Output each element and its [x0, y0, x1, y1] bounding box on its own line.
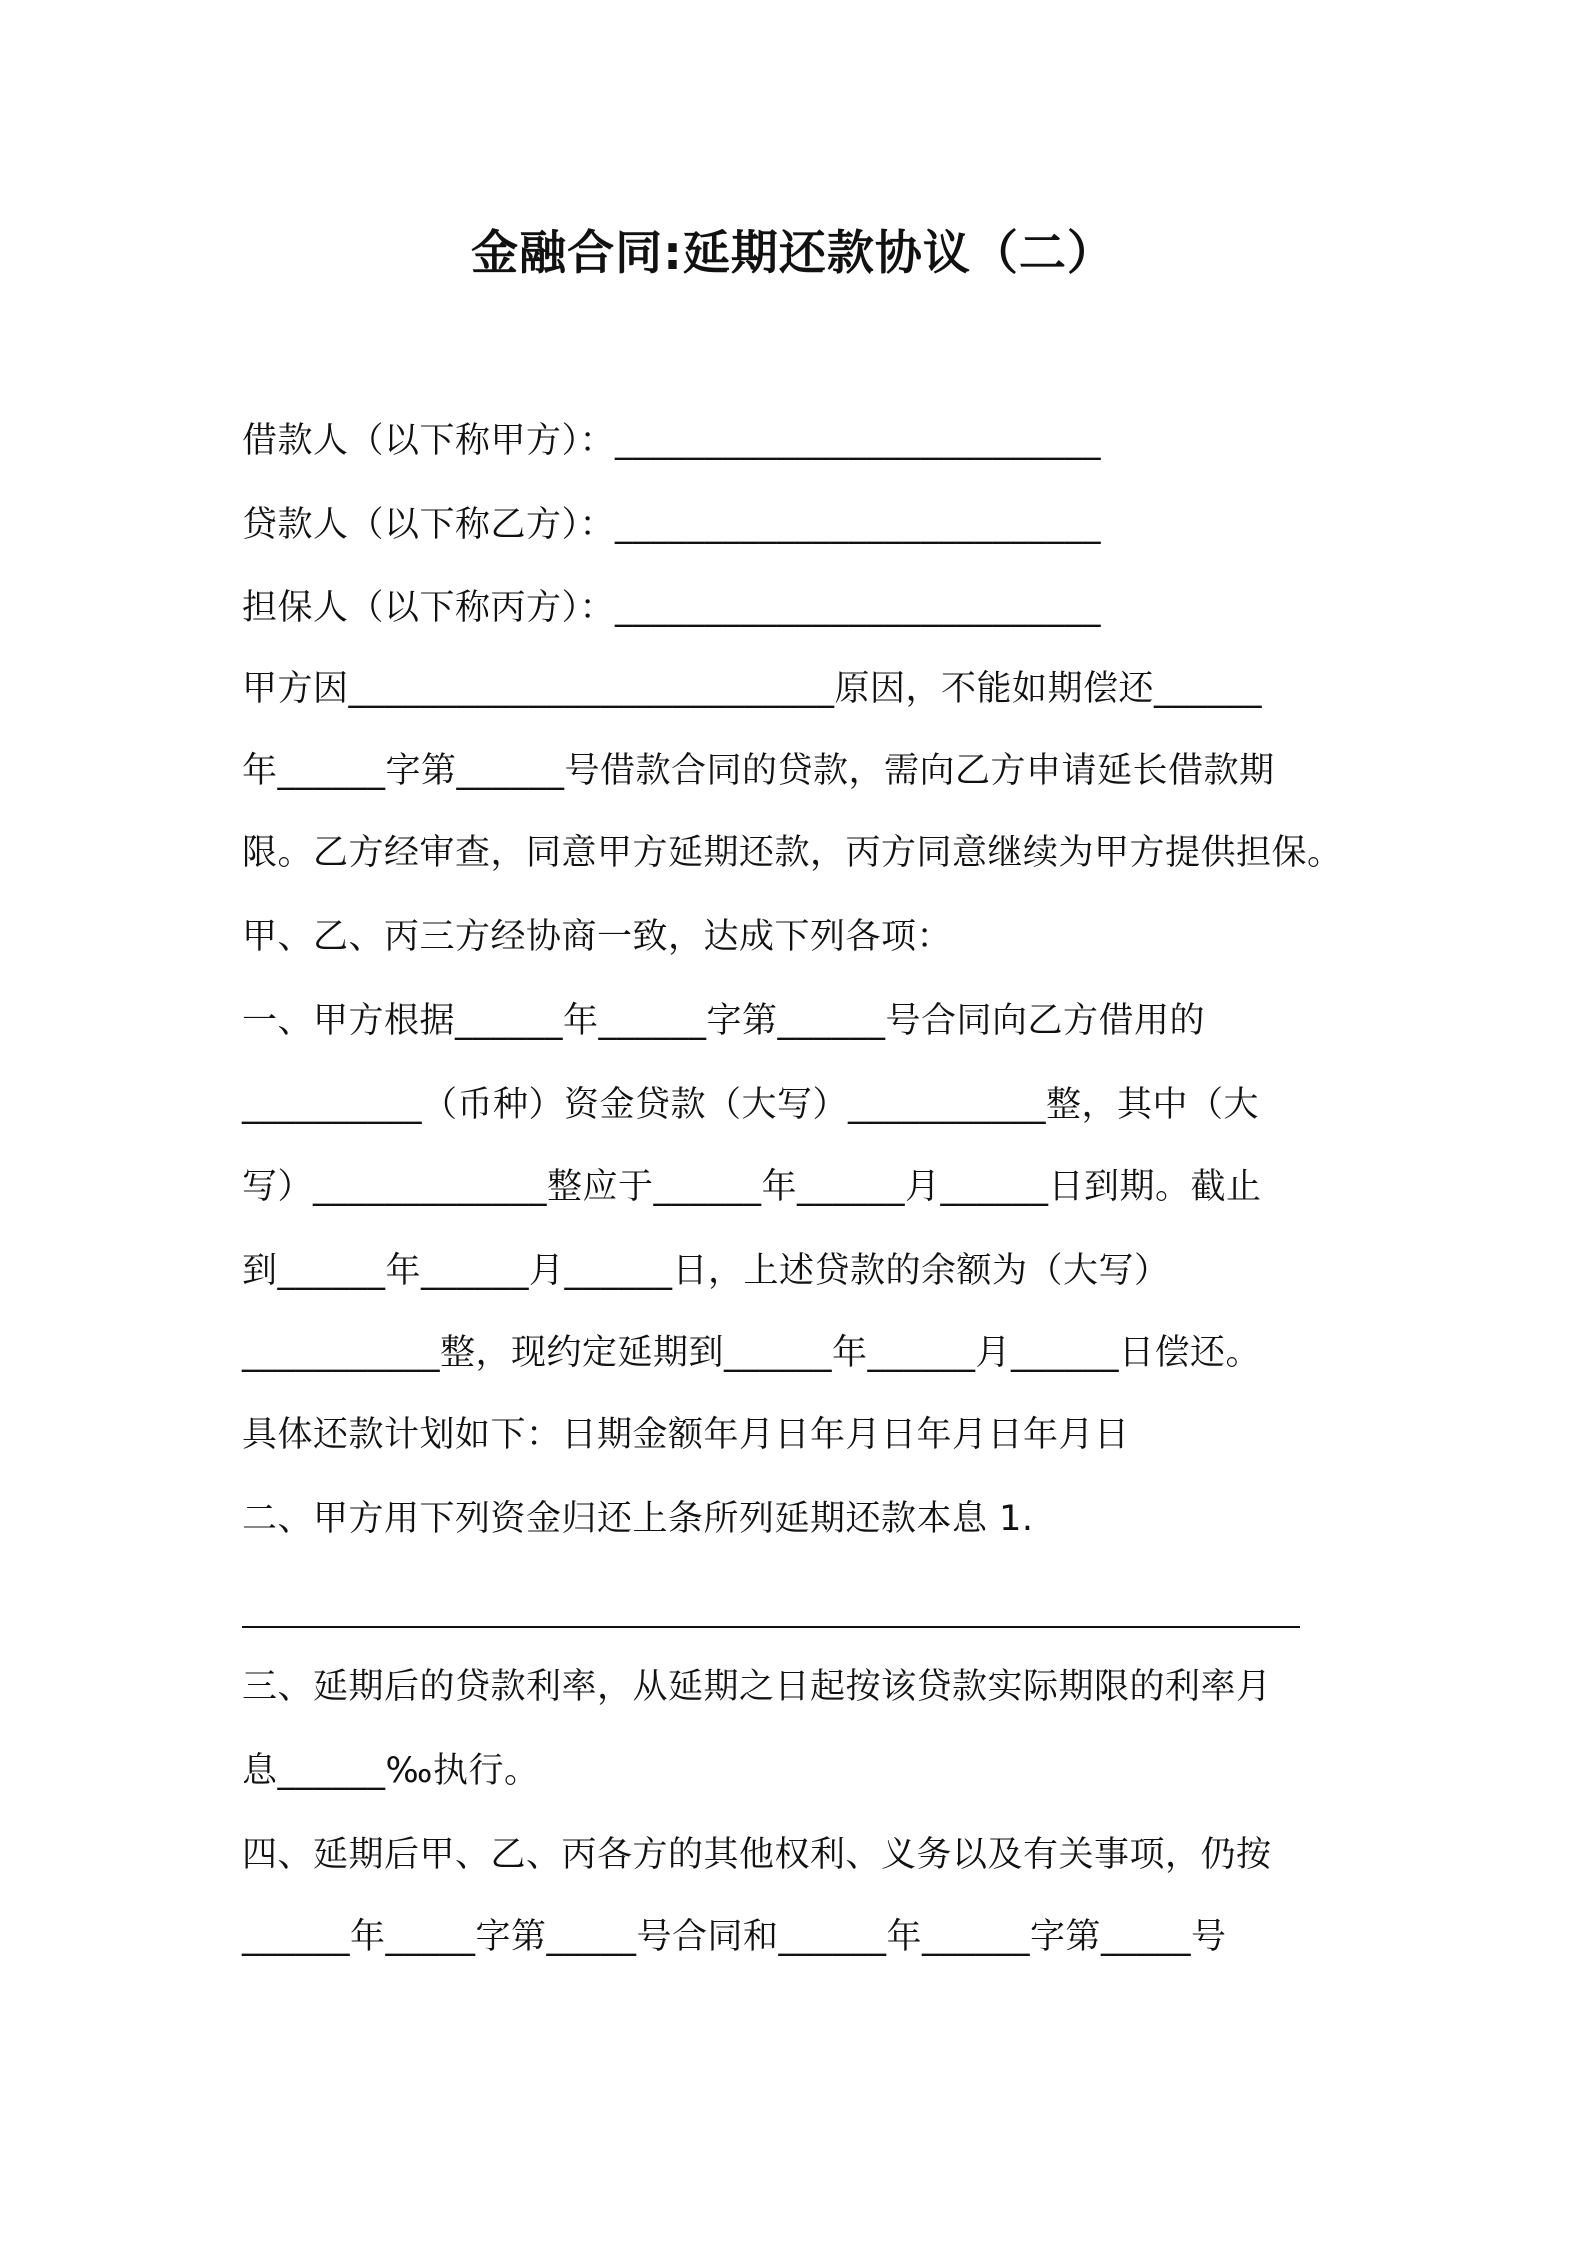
paragraph-line: 甲方因___________________________原因，不能如期偿还______ — [242, 669, 1263, 709]
clause-2-line: 二、甲方用下列资金归还上条所列延期还款本息 1. — [242, 1499, 1034, 1539]
clause-3-line: 三、延期后的贷款利率，从延期之日起按该贷款实际期限的利率月 — [242, 1667, 1272, 1707]
repayment-plan-line: 具体还款计划如下：日期金额年月日年月日年月日年月日 — [242, 1415, 1130, 1455]
document-title: 金融合同:延期还款协议（二） — [471, 226, 1115, 281]
lender-line: 贷款人（以下称乙方）：___________________________ — [242, 505, 1102, 545]
clause-1-line: 到______年______月______日，上述贷款的余额为（大写） — [242, 1251, 1170, 1291]
clause-1-line: __________（币种）资金贷款（大写）___________整，其中（大 — [242, 1085, 1260, 1125]
clause-3-line: 息______‰执行。 — [242, 1751, 540, 1791]
paragraph-line: 限。乙方经审查，同意甲方延期还款，丙方同意继续为甲方提供担保。 — [242, 833, 1343, 873]
clause-1-line: ___________整，现约定延期到______年______月______日偿还。 — [242, 1333, 1262, 1373]
guarantor-line: 担保人（以下称丙方）：___________________________ — [242, 588, 1102, 628]
clause-1-line: 写）_____________整应于______年______月______日到期。截止 — [242, 1167, 1262, 1207]
borrower-line: 借款人（以下称甲方）：___________________________ — [242, 421, 1102, 461]
blank-fill-line — [242, 1626, 1300, 1628]
paragraph-line: 甲、乙、丙三方经协商一致，达成下列各项： — [242, 917, 953, 957]
clause-4-line: ______年_____字第_____号合同和______年______字第_____号 — [242, 1917, 1227, 1957]
clause-4-line: 四、延期后甲、乙、丙各方的其他权利、义务以及有关事项，仍按 — [242, 1835, 1272, 1875]
clause-1-line: 一、甲方根据______年______字第______号合同向乙方借用的 — [242, 1001, 1206, 1041]
paragraph-line: 年______字第______号借款合同的贷款，需向乙方申请延长借款期 — [242, 751, 1275, 791]
